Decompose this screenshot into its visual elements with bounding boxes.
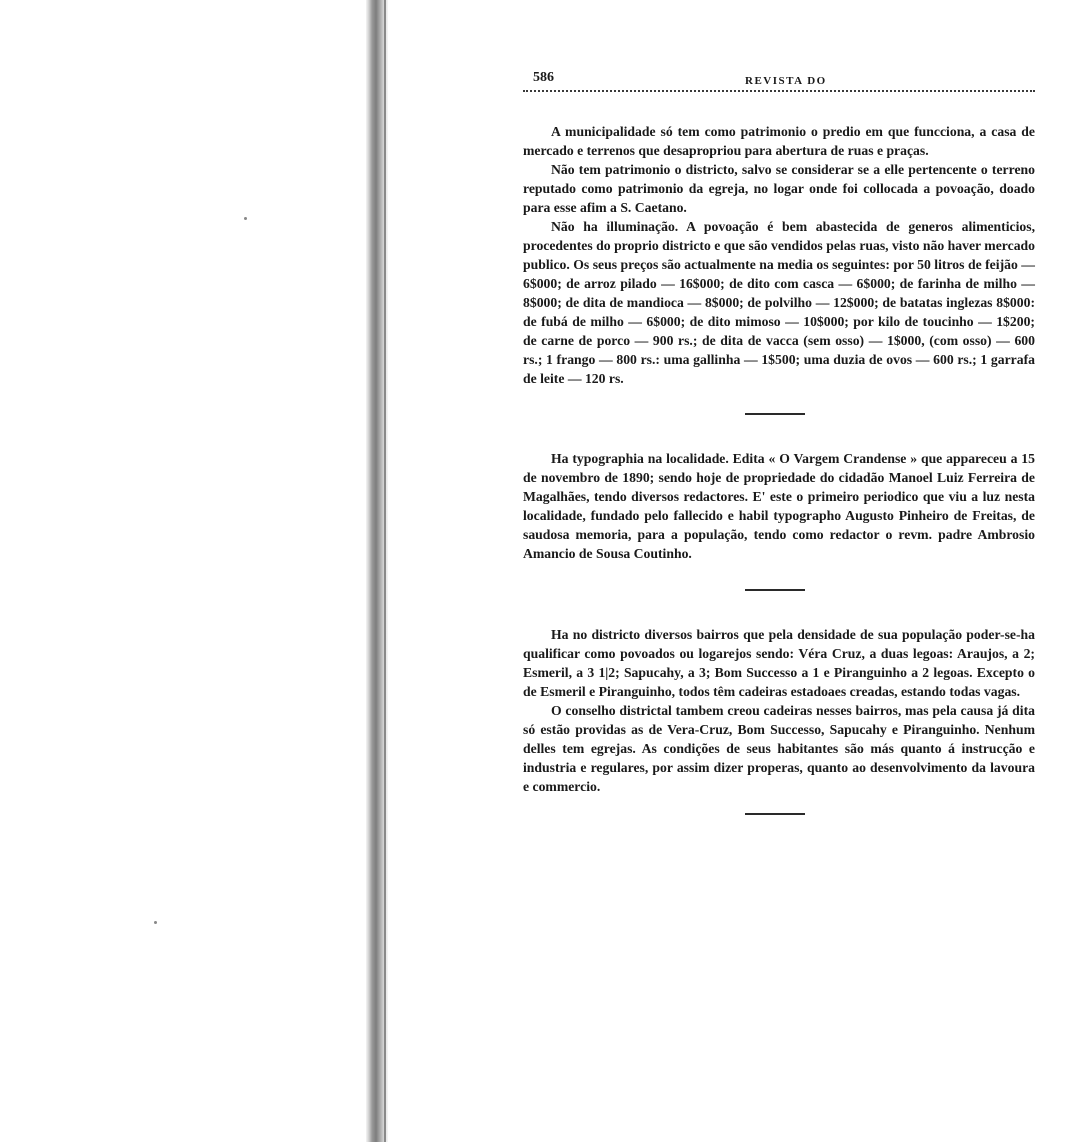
- paragraph: A municipalidade só tem como patrimonio o predio em que funcciona, a casa de mercado e terrenos que desapropriou para abertura de ruas e praças.: [523, 124, 1035, 158]
- section-divider: [745, 413, 805, 415]
- speck-mark: [244, 217, 247, 220]
- paragraph: Ha no districto diversos bairros que pela densidade de sua população poder-se-ha qualificar como povoados ou logarejos sendo: Véra Cruz, a duas legoas: Araujos, a 2; Esmeril, a 3 1|2; Sapucahy, a 3; Bom Successo a 1 e Piranguinho a 2 legoas. Excepto o de Esmeril e Piranguinho, todos têm cadeiras estadoaes creadas, estando todas vagas.: [523, 627, 1035, 699]
- section-divider: [745, 813, 805, 815]
- section-neighborhoods: [523, 625, 1035, 796]
- paragraph: Ha typographia na localidade. Edita « O Vargem Crandense » que appareceu a 15 de novembro de 1890; sendo hoje de propriedade do cidadão Manoel Luiz Ferreira de Magalhães, tendo diversos redactores. E' este o primeiro periodico que viu a luz nesta localidade, fundado pelo fallecido e habil typographo Augusto Pinheiro de Freitas, de saudosa memoria, para a população, tendo como redactor o revm. padre Ambrosio Amancio de Sousa Coutinho.: [523, 451, 1035, 561]
- running-head: [523, 66, 1035, 92]
- section-municipal-assets: [523, 122, 1035, 388]
- page-number: 586: [533, 70, 554, 85]
- section-divider: [745, 589, 805, 591]
- paragraph: Não ha illuminação. A povoação é bem abastecida de generos alimenticios, procedentes do proprio districto e que são vendidos pelas ruas, visto não haver mercado publico. Os seus preços são actualmente na media os seguintes: por 50 litros de feijão — 6$000; de arroz pilado — 16$000; de dito com casca — 6$000; de farinha de milho — 8$000; de dita de mandioca — 8$000; de polvilho — 12$000; de batatas inglezas 8$000: de fubá de milho — 6$000; de dito mimoso — 10$000; por kilo de toucinho — 1$200; de carne de porco — 900 rs.; de dita de vacca (sem osso) — 1$000, (com osso) — 600 rs.; 1 frango — 800 rs.: uma gallinha — 1$500; uma duzia de ovos — 600 rs.; 1 garrafa de leite — 120 rs.: [523, 219, 1035, 386]
- page-text-block: [523, 66, 1035, 815]
- paragraph: Não tem patrimonio o districto, salvo se considerar se a elle pertencente o terreno reputado como patrimonio da egreja, no logar onde foi collocada a povoação, doado para esse afim a S. Caetano.: [523, 162, 1035, 215]
- speck-mark: [154, 921, 157, 924]
- paragraph: O conselho districtal tambem creou cadeiras nesses bairros, mas pela causa já dita só estão providas as de Vera-Cruz, Bom Successo, Sapucahy e Piranguinho. Nenhum delles tem egrejas. As condições de seus habitantes são más quanto á instrucção e industria e regulares, por assim dizer properas, quanto ao desenvolvimento da lavoura e commercio.: [523, 703, 1035, 794]
- journal-title: REVISTA DO: [745, 75, 827, 87]
- section-typography: [523, 449, 1035, 563]
- gutter-line: [384, 0, 386, 1142]
